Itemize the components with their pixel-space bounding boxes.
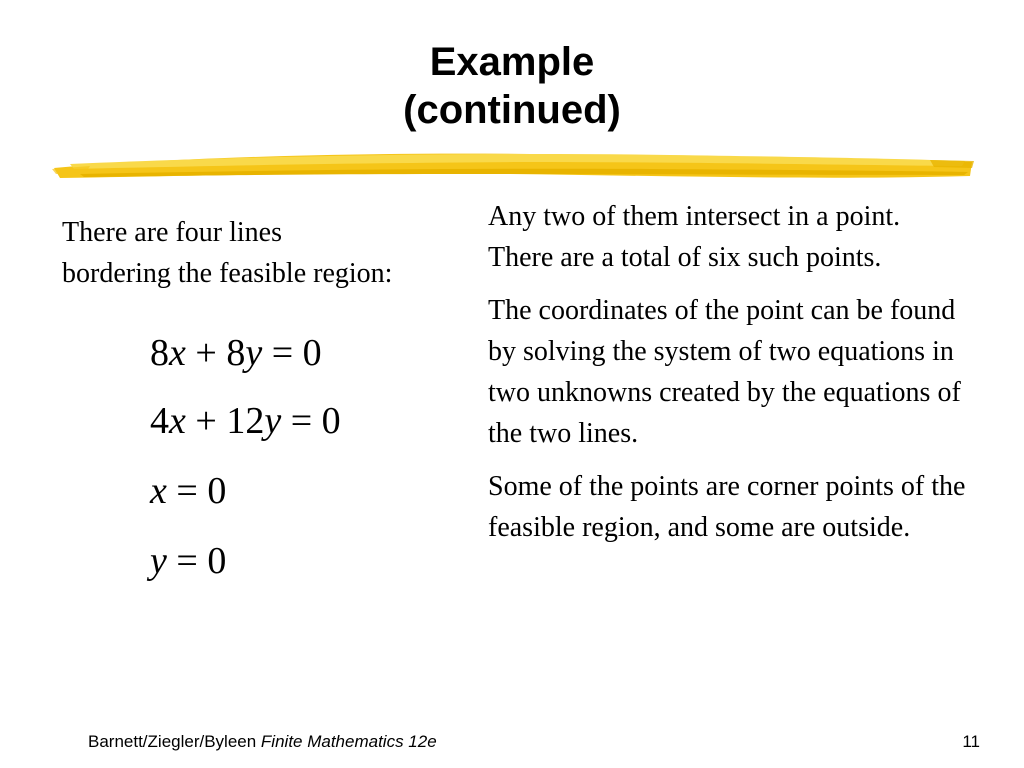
left-intro-text xyxy=(62,212,472,294)
page-number: 11 xyxy=(962,732,980,751)
footer-citation xyxy=(88,731,437,753)
slide-title-line-2: (continued) xyxy=(403,88,621,132)
equation-2: 4x + 12y = 0 xyxy=(150,400,341,442)
equation-4: y = 0 xyxy=(150,540,227,582)
footer-book-title: Finite Mathematics 12e xyxy=(260,732,437,751)
right-column-text xyxy=(488,196,968,560)
slide-title-line-1: Example xyxy=(429,40,595,84)
brush-stroke-divider xyxy=(50,146,976,186)
right-paragraph-3: Some of the points are corner points of the feasible region, and some are outside. xyxy=(488,471,966,543)
left-intro-line-1: There are four lines xyxy=(62,217,282,248)
equation-3: x = 0 xyxy=(150,470,227,512)
right-paragraph-2: The coordinates of the point can be found by solving the system of two equations in two unknowns created by the equations of the two lines. xyxy=(488,295,961,449)
right-paragraph-1: Any two of them intersect in a point. There are a total of six such points. xyxy=(488,201,901,273)
left-intro-line-2: bordering the feasible region: xyxy=(62,258,393,289)
slide-title xyxy=(0,38,1024,134)
equation-1: 8x + 8y = 0 xyxy=(150,332,322,374)
footer-authors: Barnett/Ziegler/Byleen xyxy=(88,732,261,751)
